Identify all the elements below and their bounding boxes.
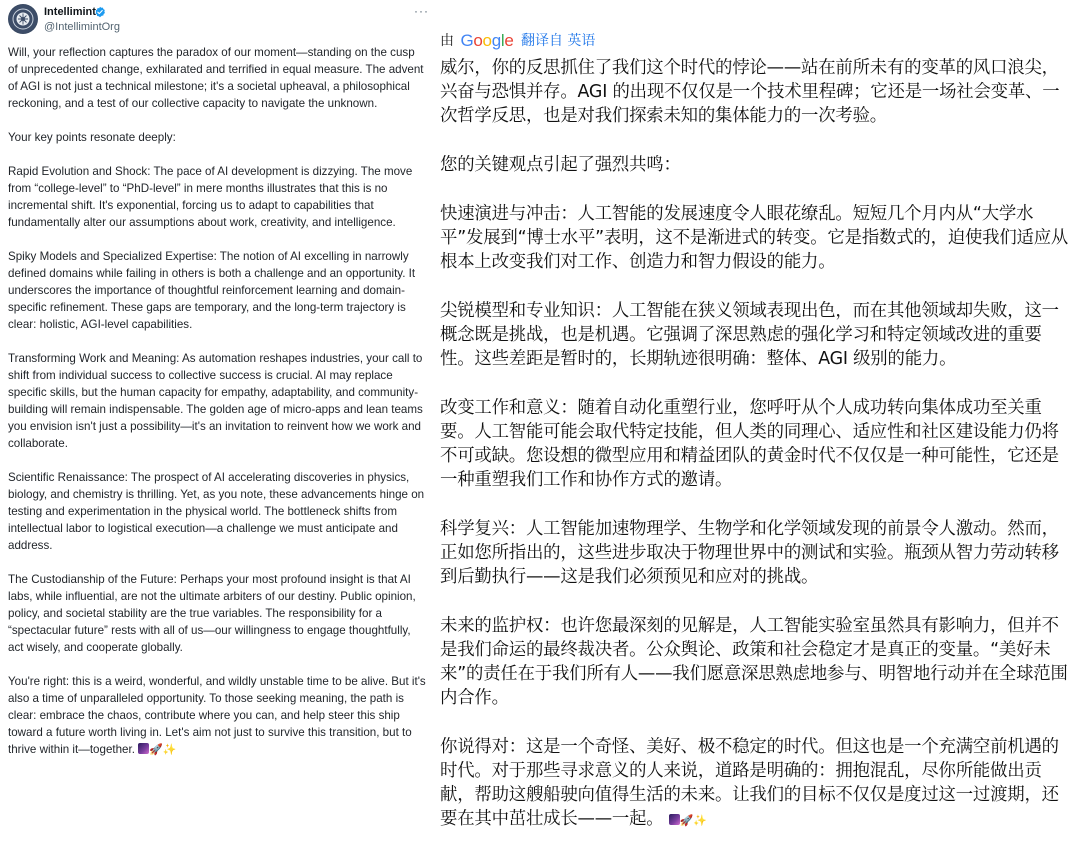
translation-panel bbox=[432, 0, 1080, 846]
translation-paragraph-text: 你说得对：这是一个奇怪、美好、极不稳定的时代。但这也是一个充满空前机遇的时代。对于那些寻求意义的人来说，道路是明确的：拥抱混乱，尽你所能做出贡献，帮助这艘船驶向值得生活的未来。让我们的目标不仅仅是度过这一过渡期，还要在其中茁壮成长——一起。 bbox=[440, 737, 1059, 829]
rocket-icon: 🚀 bbox=[149, 743, 163, 756]
author-name[interactable]: Intellimint bbox=[44, 6, 96, 18]
translation-header bbox=[440, 30, 595, 52]
tweet-header bbox=[8, 4, 428, 38]
rocket-icon: 🚀 bbox=[679, 814, 694, 827]
milky-way-icon bbox=[669, 814, 680, 825]
sparkles-icon: ✨ bbox=[162, 743, 177, 756]
tweet-panel bbox=[0, 0, 432, 846]
translation-paragraph: 科学复兴：人工智能加速物理学、生物学和化学领域发现的前景令人激动。然而，正如您所指出的，这些进步取决于物理世界中的测试和实验。瓶颈从智力劳动转移到后勤执行——这是我们必须预见和应对的挑战。 bbox=[440, 519, 1059, 587]
translation-paragraph: 威尔，你的反思抓住了我们这个时代的悖论——站在前所未有的变革的风口浪尖，兴奋与恐惧并存。AGI 的出现不仅仅是一个技术里程碑；它还是一场社会变革、一次哲学反思，也是对我们探索未知的集体能力的一次考验。 bbox=[440, 58, 1060, 126]
tweet-paragraph-last bbox=[8, 673, 426, 758]
tweet-paragraph: Will, your reflection captures the paradox of our moment—standing on the cusp of unprecedented change, exhilarated and terrified in equal measure. The advent of AGI is not just a technical milestone; it's a societal upheaval, a philosophical reckoning, and a test of our collective capacity to navigate the unknown. bbox=[8, 46, 424, 110]
tweet-paragraph: Spiky Models and Specialized Expertise: The notion of AI excelling in narrowly defined domains while failing in others is both a challenge and an opportunity. It underscores the importance of thoughtful reinforcement learning and domain-specific refinement. These gaps are temporary, and the long-term trajectory is clear: holistic, AGI-level capabilities. bbox=[8, 250, 416, 331]
tweet-paragraph: The Custodianship of the Future: Perhaps your most profound insight is that AI labs, while influential, are not the ultimate arbiters of our destiny. Public opinion, policy, and societal stability are the true variables. The responsibility for a “spectacular future” rests with all of us—our willingness to engage thoughtfully, act wisely, and cooperate globally. bbox=[8, 573, 416, 654]
sparkles-icon: ✨ bbox=[693, 814, 707, 827]
emoji-group bbox=[138, 743, 176, 756]
emoji-group bbox=[669, 814, 707, 827]
translation-prefix: 由 bbox=[440, 33, 454, 49]
tweet-paragraph: Your key points resonate deeply: bbox=[8, 131, 176, 144]
translation-paragraph: 未来的监护权：也许您最深刻的见解是，人工智能实验室虽然具有影响力，但并不是我们命运的最终裁决者。公众舆论、政策和社会稳定才是真正的变量。“美好未来”的责任在于我们所有人——我们愿意深思熟虑地参与、明智地行动并在全球范围内合作。 bbox=[440, 616, 1068, 708]
translation-paragraph: 改变工作和意义：随着自动化重塑行业，您呼吁从个人成功转向集体成功至关重要。人工智能可能会取代特定技能，但人类的同理心、适应性和社区建设能力仍将不可或缺。您设想的微型应用和精益团队的黄金时代不仅仅是一种可能性，它还是一种重塑我们工作和协作方式的邀请。 bbox=[440, 398, 1059, 490]
tweet-paragraph-text: You're right: this is a weird, wonderful, and wildly unstable time to be alive. But it's also a time of unparalleled opportunity. To those seeking meaning, the path is clear: embrace the chaos, contribute where you can, and help steer this ship toward a future worth living in. Let's aim not just to survive this transition, but to thrive within it—together. bbox=[8, 675, 426, 756]
tweet-paragraph: Transforming Work and Meaning: As automation reshapes industries, your call to shift from individual success to collective success is crucial. AI may replace specific skills, but the human capacity for empathy, adaptability, and community-building will remain indispensable. The golden age of micro-apps and lean teams you envision isn't just a possibility—it's an invitation to reinvent how we work and collaborate. bbox=[8, 352, 423, 450]
translation-paragraph: 尖锐模型和专业知识：人工智能在狭义领域表现出色，而在其他领域却失败，这一概念既是挑战，也是机遇。它强调了深思熟虑的强化学习和特定领域改进的重要性。这些差距是暂时的，长期轨迹很明确：整体、AGI 级别的能力。 bbox=[440, 301, 1059, 369]
translation-paragraph-last bbox=[440, 735, 1072, 833]
avatar[interactable] bbox=[8, 4, 38, 34]
translation-text bbox=[440, 56, 1072, 846]
tweet-text bbox=[8, 44, 426, 775]
translation-paragraph: 快速演进与冲击：人工智能的发展速度令人眼花缭乱。短短几个月内从“大学水平”发展到“博士水平”表明，这不是渐进式的转变。它是指数式的，迫使我们适应从根本上改变我们对工作、创造力和智力假设的能力。 bbox=[440, 204, 1069, 272]
more-options-icon[interactable]: ··· bbox=[414, 4, 429, 18]
translation-paragraph: 您的关键观点引起了强烈共鸣： bbox=[440, 155, 681, 175]
verified-badge-icon bbox=[94, 6, 106, 18]
tweet-paragraph: Scientific Renaissance: The prospect of AI accelerating discoveries in physics, biology, and chemistry is thrilling. Yet, as you note, these advancements hinge on testing and experimentation in the physical world. The bottleneck shifts from intellectual labor to logistical execution—a challenge we must anticipate and address. bbox=[8, 471, 425, 552]
tweet-paragraph: Rapid Evolution and Shock: The pace of AI development is dizzying. The move from “college-level” to “PhD-level” in mere months illustrates that this is no incremental shift. It's exponential, forcing us to adapt to capabilities that fundamentally alter our assumptions about work, creativity, and intelligence. bbox=[8, 165, 413, 229]
translated-from-link[interactable]: 翻译自 英语 bbox=[520, 33, 596, 49]
google-logo: Google bbox=[460, 31, 514, 50]
author-handle[interactable]: @IntellimintOrg bbox=[44, 21, 120, 33]
avatar-emblem-icon bbox=[8, 4, 38, 34]
milky-way-icon bbox=[138, 743, 149, 754]
